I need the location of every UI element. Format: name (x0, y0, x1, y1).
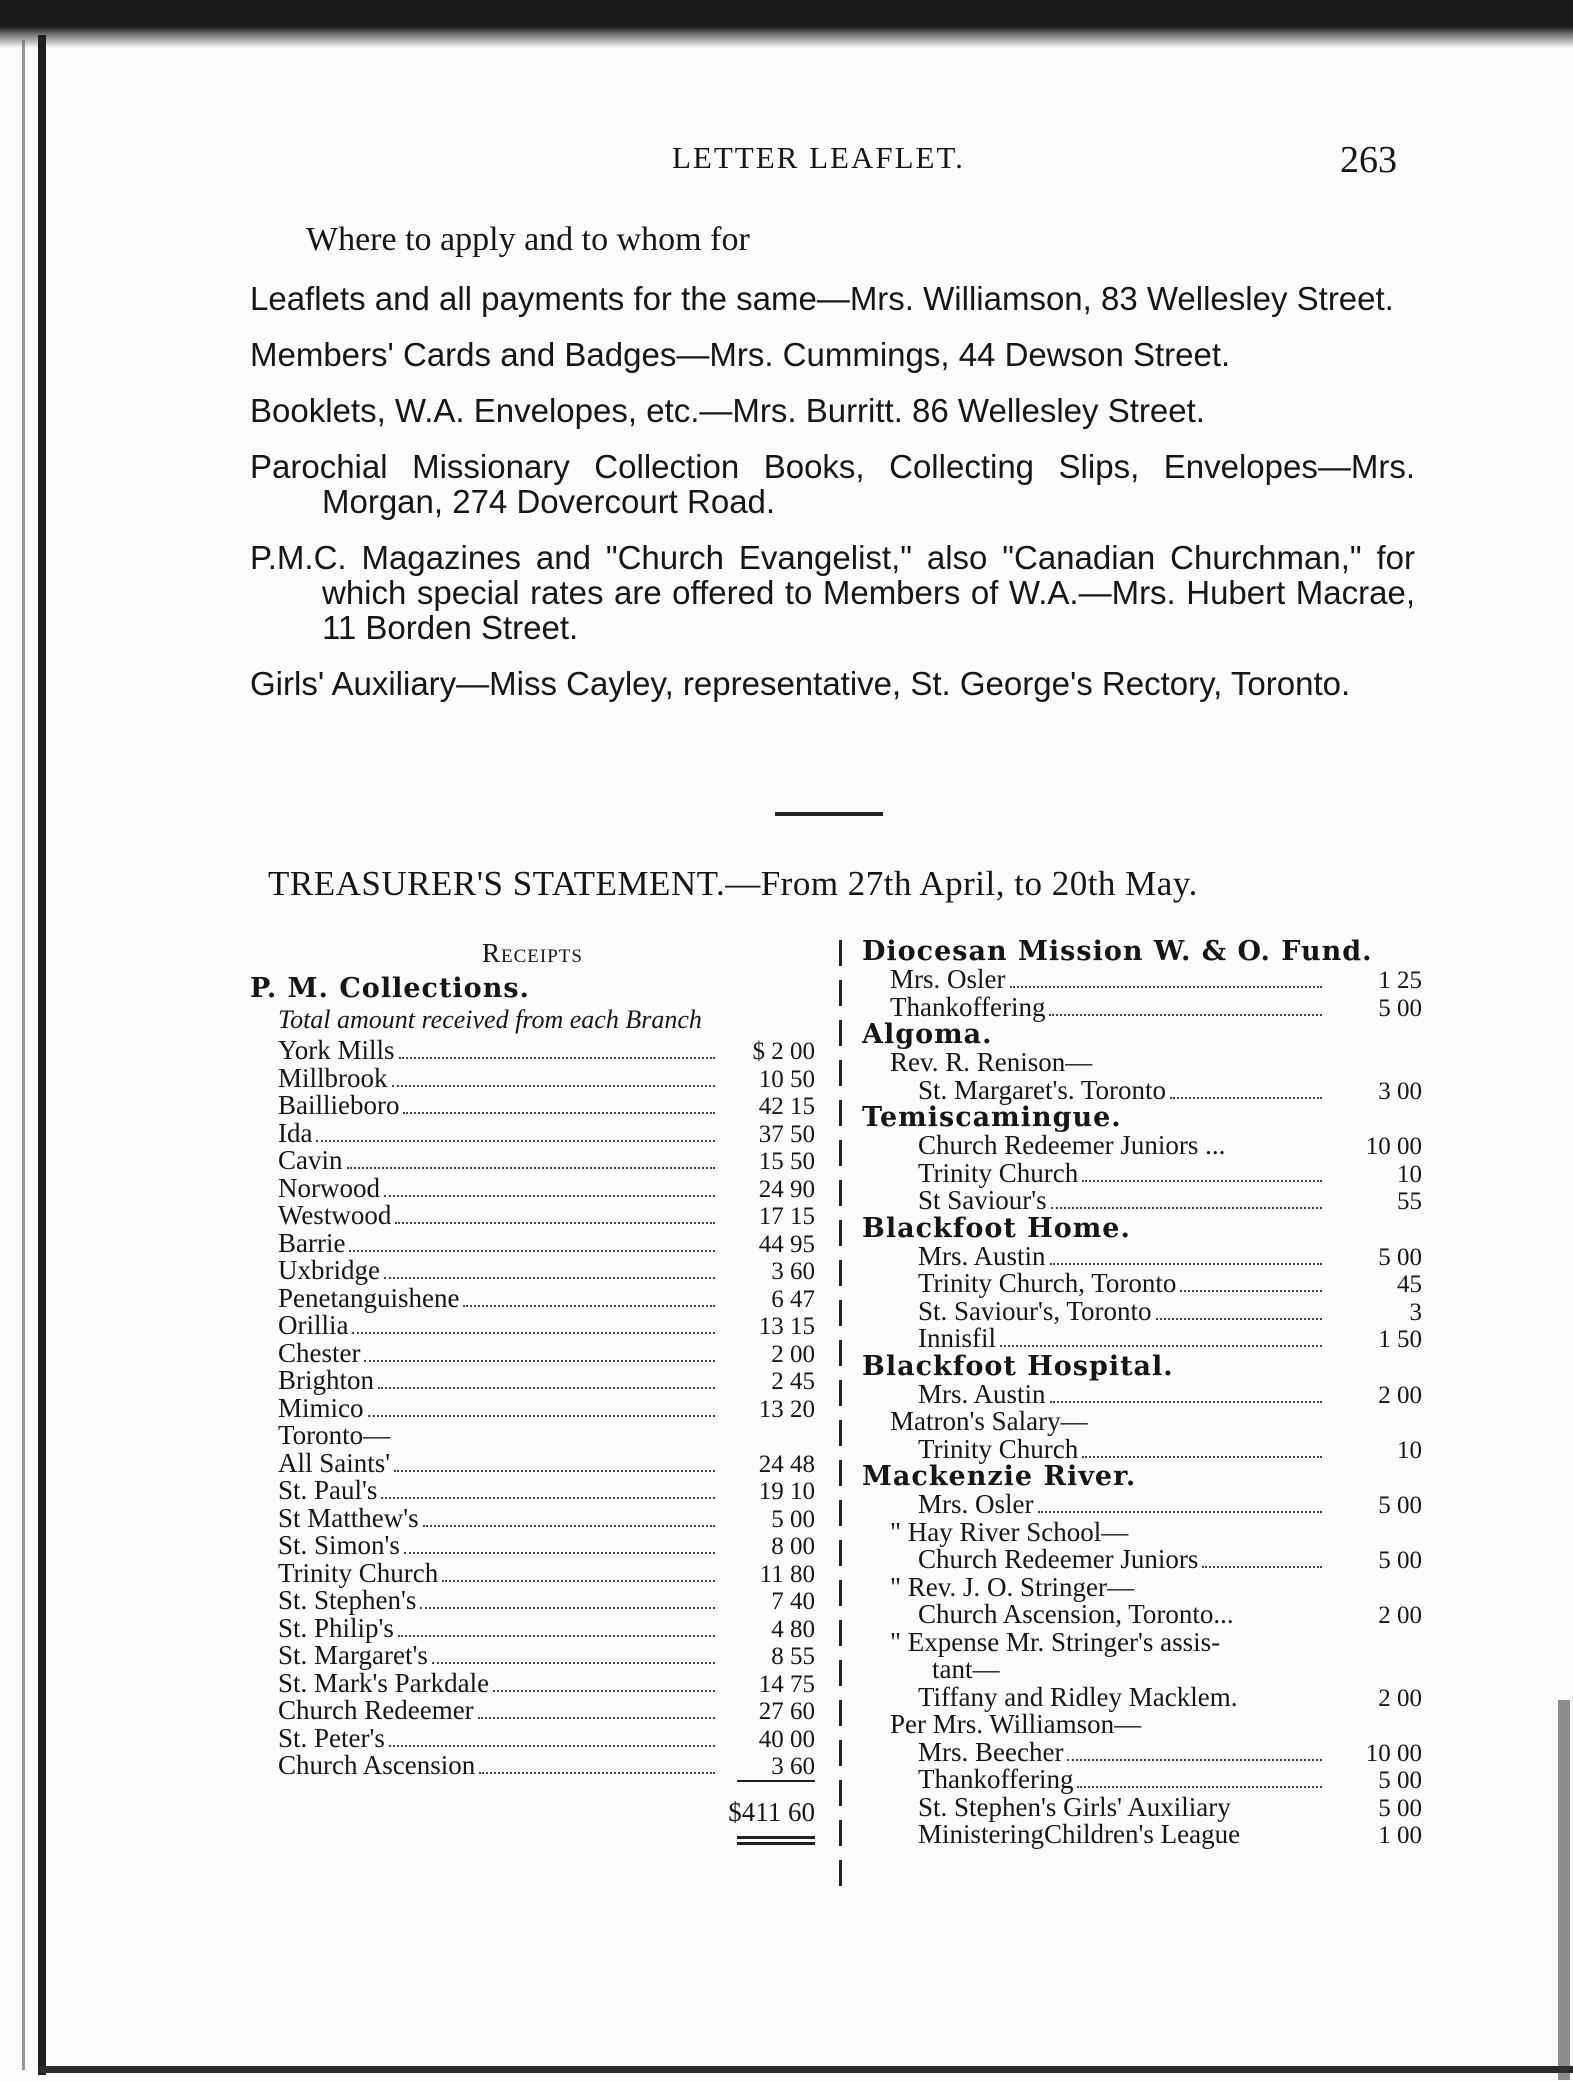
ledger-label: St. Philip's (278, 1612, 394, 1643)
dot-leader (1229, 1152, 1322, 1154)
ledger-row (250, 1227, 815, 1258)
directory-entry: Girls' Auxiliary—Miss Cayley, representative, St. George's Rectory, Toronto. (250, 665, 1351, 702)
dot-leader (432, 1662, 715, 1664)
contact-directory (250, 222, 1415, 722)
ledger-label: Uxbridge (278, 1255, 380, 1285)
ledger-label: Rev. R. Renison— (890, 1047, 1093, 1077)
ledger-label: Ida (278, 1117, 313, 1148)
ledger-row (250, 1532, 815, 1560)
toronto-label: Toronto— (278, 1420, 391, 1450)
ledger-label: Mrs. Austin (918, 1240, 1046, 1271)
ledger-row (250, 1722, 815, 1753)
dot-leader (1202, 1566, 1322, 1568)
ledger-subheading (862, 1408, 1422, 1436)
dot-leader (1000, 1345, 1322, 1347)
ledger-label: Innisfil (918, 1323, 996, 1353)
dot-leader (478, 1717, 715, 1719)
dot-leader (384, 1195, 715, 1197)
ledger-label: St. Saviour's, Toronto (918, 1295, 1152, 1326)
ledger-amount: 40 00 (758, 1725, 815, 1753)
dot-leader (384, 1277, 715, 1279)
dot-leader (349, 1250, 715, 1252)
ledger-row (862, 1433, 1422, 1464)
dot-leader (463, 1305, 715, 1307)
ledger-amount: 44 95 (758, 1230, 815, 1258)
dot-leader (423, 1525, 715, 1527)
ledger-row (862, 1240, 1422, 1271)
ledger-label: Cavin (278, 1145, 343, 1175)
toronto-receipts-list (250, 1447, 815, 1780)
ledger-amount: 42 15 (758, 1093, 815, 1120)
ledger-label: St. Stephen's (278, 1585, 417, 1615)
ledger-row (250, 1337, 815, 1368)
ledger-row (862, 1791, 1422, 1822)
ledger-label: Mrs. Osler (890, 964, 1006, 994)
ledger-amount: 45 (1397, 1271, 1422, 1298)
ledger-amount: 3 60 (771, 1258, 815, 1285)
ledger-label: St. Margaret's. Toronto (918, 1074, 1166, 1105)
ledger-label: Baillieboro (278, 1090, 400, 1120)
ledger-label: Trinity Church (918, 1433, 1079, 1464)
ledger-amount: 3 (1409, 1298, 1422, 1326)
ledger-amount: 7 40 (771, 1588, 815, 1615)
ledger-amount: 5 00 (1378, 1794, 1422, 1822)
ledger-subheading (862, 1711, 1422, 1739)
ledger-amount: 55 (1397, 1188, 1422, 1215)
ledger-row (250, 1202, 815, 1230)
page-number: 263 (1340, 139, 1397, 181)
ledger-amount: 2 45 (771, 1368, 815, 1395)
fund-heading: Algoma. (862, 1019, 993, 1050)
ledger-label: Penetanguishene (278, 1282, 460, 1313)
ledger-row (862, 1601, 1422, 1629)
ledger-row (862, 1378, 1422, 1409)
ledger-amount: 17 15 (758, 1203, 815, 1230)
ledger-amount: 11 80 (759, 1560, 815, 1588)
ledger-label: Millbrook (278, 1062, 388, 1093)
ledger-amount: 3 60 (771, 1753, 815, 1780)
section-divider (775, 812, 883, 816)
ledger-row (862, 1546, 1422, 1574)
ledger-row (862, 991, 1422, 1022)
fund-heading: Diocesan Mission W. & O. Fund. (862, 936, 1373, 967)
ledger-row (862, 1295, 1422, 1326)
ledger-amount: 5 00 (1378, 1547, 1422, 1574)
ledger-row (250, 1367, 815, 1395)
ledger-label: St. Margaret's (278, 1640, 428, 1670)
ledger-amount: 19 10 (758, 1478, 815, 1505)
dot-leader (392, 1085, 715, 1087)
dot-leader (399, 1057, 715, 1059)
ledger-amount: 2 00 (1378, 1602, 1422, 1629)
dot-leader (395, 1222, 715, 1224)
dot-leader (1180, 1290, 1322, 1292)
ledger-row (250, 1752, 815, 1780)
ledger-amount: 10 (1397, 1436, 1422, 1464)
ledger-amount: 6 47 (771, 1285, 815, 1313)
dot-leader (420, 1607, 715, 1609)
scan-left-shadow (22, 40, 25, 2070)
fund-column (862, 938, 1422, 1849)
ledger-label: Mrs. Beecher (918, 1736, 1064, 1767)
ledger-subheading (862, 1571, 1422, 1602)
dot-leader (404, 1552, 715, 1554)
ledger-label: All Saints' (278, 1447, 391, 1478)
ledger-row (250, 1697, 815, 1725)
ledger-amount: 27 60 (758, 1698, 815, 1725)
ledger-row (250, 1147, 815, 1175)
ledger-label: MinisteringChildren's League (918, 1819, 1241, 1849)
dot-leader (479, 1772, 715, 1774)
ledger-amount: 15 50 (758, 1148, 815, 1175)
ledger-amount: 13 20 (758, 1395, 815, 1423)
dot-leader (1235, 1814, 1322, 1816)
directory-entry: Parochial Missionary Collection Books, Collecting Slips, Envelopes—Mrs. Morgan, 274 Dovercourt Road. (250, 448, 1415, 520)
fund-heading: Blackfoot Home. (862, 1212, 1131, 1244)
ledger-label: Church Redeemer (278, 1695, 474, 1725)
dot-leader (1238, 1621, 1322, 1623)
dot-leader (1038, 1511, 1323, 1513)
ledger-label: St. Stephen's Girls' Auxiliary (918, 1791, 1231, 1822)
ledger-amount: 1 50 (1378, 1326, 1422, 1353)
ledger-amount: 2 00 (1378, 1381, 1422, 1409)
ledger-amount: 3 00 (1378, 1077, 1422, 1105)
ledger-label: Thankoffering (918, 1764, 1074, 1794)
directory-entry: Booklets, W.A. Envelopes, etc.—Mrs. Burritt. 86 Wellesley Street. (250, 392, 1205, 429)
ledger-row (250, 1392, 815, 1423)
ledger-row (250, 1667, 815, 1698)
double-rule (737, 1842, 815, 1845)
ledger-subheading (862, 1516, 1422, 1547)
dot-leader (403, 1112, 715, 1114)
dot-leader (316, 1140, 715, 1142)
ledger-label: St. Simon's (278, 1530, 400, 1560)
ledger-row (250, 1477, 815, 1505)
dot-leader (1170, 1097, 1322, 1099)
ledger-label: St. Mark's Parkdale (278, 1667, 490, 1698)
ledger-amount: 37 50 (758, 1120, 815, 1148)
ledger-label: Matron's Salary— (890, 1406, 1088, 1436)
ledger-amount: 5 00 (771, 1505, 815, 1533)
ledger-label: Barrie (278, 1227, 346, 1258)
ledger-amount: 2 00 (771, 1340, 815, 1368)
column-divider (839, 940, 842, 1890)
ledger-row (862, 1736, 1422, 1767)
ledger-label: " Rev. J. O. Stringer— (890, 1571, 1135, 1602)
ledger-amount: 8 00 (771, 1533, 815, 1560)
scan-left-rule (38, 35, 46, 2075)
ledger-label: Trinity Church, Toronto (918, 1268, 1177, 1298)
ledger-row (862, 1157, 1422, 1188)
ledger-label: Church Ascension (278, 1750, 476, 1780)
dot-leader (1082, 1456, 1322, 1458)
ledger-row (862, 1491, 1422, 1519)
ledger-label: Thankoffering (890, 991, 1046, 1022)
dot-leader (378, 1387, 715, 1389)
ledger-amount: 10 00 (1365, 1133, 1422, 1160)
dot-leader (347, 1167, 716, 1169)
ledger-label: Norwood (278, 1172, 380, 1203)
dot-leader (442, 1580, 715, 1582)
ledger-row (250, 1092, 815, 1120)
ledger-label: Trinity Church (918, 1157, 1079, 1188)
ledger-row (250, 1447, 815, 1478)
ledger-label: " Expense Mr. Stringer's assis- (890, 1626, 1221, 1657)
fund-heading: Blackfoot Hospital. (862, 1350, 1174, 1382)
dot-leader (398, 1635, 715, 1637)
total-block (250, 1780, 815, 1845)
scan-right-edge (1558, 1700, 1570, 2080)
dot-leader (1050, 1263, 1322, 1265)
dot-leader (1067, 1759, 1322, 1761)
directory-entry: P.M.C. Magazines and "Church Evangelist," also "Canadian Churchman," for which special rates are offered to Members of W.A.—Mrs. Hubert Macrae, 11 Borden Street. (250, 539, 1415, 646)
ledger-row (250, 1642, 815, 1670)
dot-leader (1049, 1014, 1322, 1016)
ledger-label: Chester (278, 1337, 361, 1368)
ledger-row (862, 1270, 1422, 1298)
fund-heading: Temiscamingue. (862, 1102, 1122, 1133)
ledger-label: tant— (932, 1654, 1000, 1684)
ledger-subheading (862, 1656, 1422, 1684)
scan-bottom-rule (38, 2066, 1573, 2073)
ledger-row (862, 1821, 1422, 1849)
ledger-subheading (862, 1049, 1422, 1077)
total-amount: $411 60 (728, 1796, 815, 1827)
ledger-amount: 10 00 (1365, 1739, 1422, 1767)
fund-heading: Mackenzie River. (862, 1461, 1137, 1492)
ledger-amount: 24 90 (758, 1175, 815, 1203)
ledger-row (862, 1325, 1422, 1353)
ledger-amount: 5 00 (1378, 1243, 1422, 1271)
ledger-amount: 4 80 (771, 1615, 815, 1643)
ledger-label: " Hay River School— (890, 1516, 1129, 1547)
dot-leader (364, 1360, 715, 1362)
branch-receipts-list (250, 1037, 815, 1422)
ledger-row (862, 1681, 1422, 1712)
dot-leader (1050, 1401, 1322, 1403)
running-head: LETTER LEAFLET. (672, 140, 965, 175)
ledger-row (250, 1312, 815, 1340)
ledger-label: Orillia (278, 1310, 349, 1340)
ledger-row (250, 1172, 815, 1203)
ledger-amount: 5 00 (1378, 994, 1422, 1022)
ledger-row (250, 1062, 815, 1093)
ledger-amount: 1 00 (1378, 1822, 1422, 1849)
ledger-label: Church Ascension, Toronto... (918, 1599, 1234, 1629)
ledger-label: Mimico (278, 1392, 364, 1423)
ledger-label: Mrs. Osler (918, 1489, 1034, 1519)
ledger-label: Mrs. Austin (918, 1378, 1046, 1409)
ledger-label: St Matthew's (278, 1502, 419, 1533)
dot-leader (394, 1470, 715, 1472)
ledger-amount: 2 00 (1378, 1684, 1422, 1712)
ledger-label: St. Paul's (278, 1475, 378, 1505)
receipts-heading: Receipts (482, 938, 583, 968)
ledger-amount: 14 75 (758, 1670, 815, 1698)
ledger-row (250, 1037, 815, 1065)
dot-leader (1156, 1318, 1323, 1320)
dot-leader (1244, 1841, 1322, 1843)
ledger-amount: 5 00 (1378, 1492, 1422, 1519)
ledger-subheading (862, 1626, 1422, 1657)
ledger-label: St. Peter's (278, 1722, 385, 1753)
ledger-label: Westwood (278, 1200, 392, 1230)
fund-lines-list (862, 938, 1422, 1849)
ledger-amount: $ 2 00 (752, 1038, 815, 1065)
dot-leader (389, 1745, 715, 1747)
statement-heading: TREASURER'S STATEMENT.—From 27th April, to 20th May. (268, 864, 1198, 903)
ledger-label: Trinity Church (278, 1557, 439, 1588)
ledger-label: Tiffany and Ridley Macklem. (918, 1681, 1238, 1712)
dot-leader (1077, 1786, 1322, 1788)
ledger-label: Church Redeemer Juniors ... (918, 1130, 1226, 1160)
ledger-amount: 13 15 (758, 1313, 815, 1340)
ledger-label: York Mills (278, 1035, 395, 1065)
ledger-row (250, 1557, 815, 1588)
ledger-row (250, 1117, 815, 1148)
directory-entry: Leaflets and all payments for the same—Mrs. Williamson, 83 Wellesley Street. (250, 280, 1394, 317)
ledger-row (250, 1257, 815, 1285)
directory-entry: Members' Cards and Badges—Mrs. Cummings, 44 Dewson Street. (250, 336, 1231, 373)
ledger-label: Brighton (278, 1365, 375, 1395)
ledger-row (862, 1187, 1422, 1215)
ledger-amount: 10 50 (758, 1065, 815, 1093)
branch-note: Total amount received from each Branch (278, 1005, 702, 1034)
directory-intro: Where to apply and to whom for (306, 221, 750, 258)
pm-collections-heading: P. M. Collections. (250, 973, 530, 1004)
ledger-amount: 10 (1397, 1160, 1422, 1188)
ledger-label: St Saviour's (918, 1185, 1047, 1215)
dot-leader (1082, 1180, 1322, 1182)
dot-leader (1010, 986, 1323, 988)
ledger-row (250, 1502, 815, 1533)
ledger-row (862, 1074, 1422, 1105)
ledger-row (250, 1587, 815, 1615)
ledger-row (250, 1612, 815, 1643)
receipts-column (250, 938, 815, 1845)
scan-top-edge (0, 0, 1573, 48)
ledger-row (862, 1766, 1422, 1794)
dot-leader (368, 1415, 716, 1417)
dot-leader (1241, 1704, 1322, 1706)
ledger-label: Church Redeemer Juniors (918, 1544, 1199, 1574)
ledger-row (862, 1132, 1422, 1160)
ledger-amount: 8 55 (771, 1643, 815, 1670)
ledger-row (862, 966, 1422, 994)
dot-leader (352, 1332, 715, 1334)
double-rule (737, 1836, 815, 1839)
ledger-amount: 24 48 (758, 1450, 815, 1478)
dot-leader (381, 1497, 715, 1499)
ledger-row (250, 1282, 815, 1313)
dot-leader (1051, 1207, 1322, 1209)
dot-leader (493, 1690, 715, 1692)
ledger-amount: 5 00 (1378, 1767, 1422, 1794)
ledger-label: Per Mrs. Williamson— (890, 1709, 1142, 1739)
ledger-amount: 1 25 (1378, 967, 1422, 994)
